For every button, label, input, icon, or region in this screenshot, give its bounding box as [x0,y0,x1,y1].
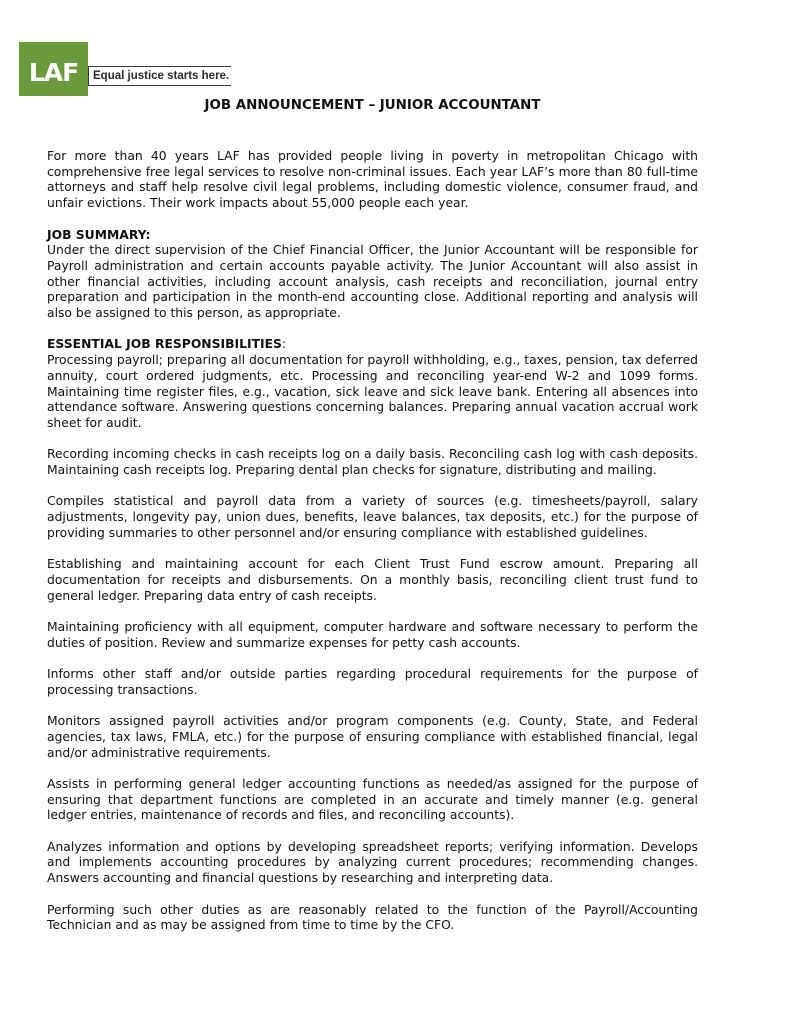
job-summary-heading: JOB SUMMARY: [47,227,151,242]
job-summary-text: Under the direct supervision of the Chief Financial Officer, the Junior Accountant will be responsible for Payroll administration and certain accounts payable activity. The Junior Accountant will also assist in other financial activities, including account analysis, cash receipts and reconciliation, journal entry preparation and participation in the month-end accounting close. Additional reporting and analysis will also be assigned to this person, as appropriate. [47,243,698,321]
responsibility-paragraph: Assists in performing general ledger accounting functions as needed/as assigned for the purpose of ensuring that department functions are completed in an accurate and timely manner (e.g. general ledger entries, maintenance of records and files, and reconciling accounts). [47,776,698,823]
responsibilities-heading: ESSENTIAL JOB RESPONSIBILITIES [47,337,282,352]
laf-logo [19,42,231,96]
responsibility-paragraph: Maintaining proficiency with all equipment, computer hardware and software necessary to perform the duties of position. Review and summarize expenses for petty cash accounts. [47,620,698,650]
responsibility-paragraph: Analyzes information and options by developing spreadsheet reports; verifying information. Develops and implements accounting procedures by analyzing current procedures; recommending changes. Answers accounting and financial questions by researching and interpreting data. [47,839,698,886]
responsibility-paragraph: Compiles statistical and payroll data from a variety of sources (e.g. timesheets/payroll, salary adjustments, longevity pay, union dues, benefits, leave balances, tax deposits, etc.) for the purpose of providing summaries to other personnel and/or ensuring compliance with established guidelines. [47,494,698,540]
responsibility-paragraph: Establishing and maintaining account for each Client Trust Fund escrow amount. Preparing all documentation for receipts and disbursements. On a monthly basis, reconciling client trust fund to general ledger. Preparing data entry of cash receipts. [47,557,698,603]
responsibility-paragraph: Recording incoming checks in cash receipts log on a daily basis. Reconciling cash log with cash deposits. Maintaining cash receipts log. Preparing dental plan checks for signature, distributing and mailing. [47,447,698,478]
responsibility-text: Processing payroll; preparing all documentation for payroll withholding, e.g., taxes, pension, tax deferred annuity, court ordered judgments, etc. Processing and reconciling year-end W-2 and 1099 forms. Maintaining time register files, e.g., vacation, sick leave and sick leave bank. Entering all absences into attendance software. Answering questions concerning balances. Preparing annual vacation accrual work sheet for audit. [47,353,698,430]
responsibility-paragraph: Informs other staff and/or outside parties regarding procedural requirements for the purpose of processing transactions. [47,667,698,697]
job-summary-section [47,228,698,322]
responsibility-paragraph [47,337,698,431]
logo-letters: LAF [28,57,79,87]
logo-tagline: Equal justice starts here. [88,66,231,86]
intro-paragraph: For more than 40 years LAF has provided people living in poverty in metropolitan Chicago with comprehensive free legal services to resolve non-criminal issues. Each year LAF’s more than 80 full-time attorneys and staff help resolve civil legal problems, including domestic violence, consumer fraud, and unfair evictions. Their work impacts about 55,000 people each year. [47,149,698,211]
logo-mark [19,42,88,96]
responsibility-paragraph: Monitors assigned payroll activities and/or program components (e.g. County, State, and Federal agencies, tax laws, FMLA, etc.) for the purpose of ensuring compliance with established financial, legal and/or administrative requirements. [47,714,698,760]
document-body [47,149,698,950]
responsibility-paragraph: Performing such other duties as are reasonably related to the function of the Payroll/Accounting Technician and as may be assigned from time to time by the CFO. [47,902,698,933]
page-title: JOB ANNOUNCEMENT – JUNIOR ACCOUNTANT [204,98,541,113]
responsibilities-heading-colon: : [281,337,287,352]
